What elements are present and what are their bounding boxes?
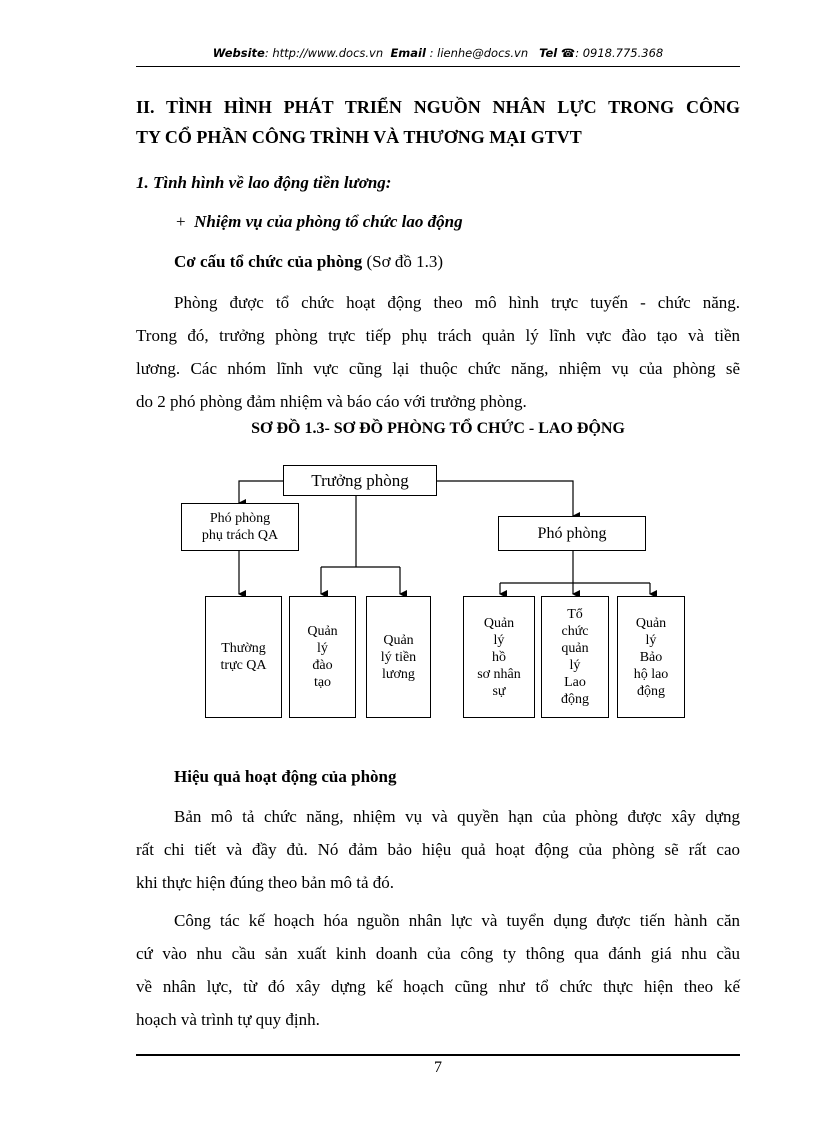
box-label: lý [645,632,657,648]
paragraph-3-line: cứ vào nhu cầu sản xuất kinh doanh của công ty thông qua đánh giá nhu cầu [136,944,740,963]
box-label: Quản [307,624,338,639]
footer-rule [136,1054,740,1056]
subheading: 1. Tình hình về lao động tiền lương: [136,173,392,192]
box-label: quản [561,641,589,656]
box-label: sơ nhân [477,666,521,682]
section-heading-line1: II. TÌNH HÌNH PHÁT TRIỂN NGUỒN NHÂN LỰC TRONG CÔNG [136,97,740,117]
paragraph-1-line: lương. Các nhóm lĩnh vực cũng lại thuộc chức năng, nhiệm vụ của phòng sẽ [136,359,740,378]
paragraph-3-line: về nhân lực, từ đó xây dựng kế hoạch cũng như tổ chức thực hiện theo kế [136,977,740,996]
paragraph-1 [136,286,740,418]
paragraph-1-line: Phòng được tổ chức hoạt động theo mô hình trực tuyến - chức năng. [174,293,740,312]
paragraph-2 [136,800,740,899]
deputy-box [498,516,646,551]
box-label: sự [492,683,506,699]
box-label: hộ lao [633,666,669,682]
header-rule [136,66,740,67]
website-url[interactable]: : http://www.docs.vn [264,46,384,60]
task-text: Nhiệm vụ của phòng tổ chức lao động [194,212,463,231]
qa-unit-box [205,596,282,718]
box-label: Phó phòng [209,511,271,526]
box-label: Thường [221,641,266,656]
box-label: chức [561,624,589,639]
box-label: lý [569,658,581,673]
paragraph-2-line: Bản mô tả chức năng, nhiệm vụ và quyền hạn của phòng được xây dựng [174,807,740,826]
hr-records-unit-box [463,596,535,718]
section-heading-line2: TY CỔ PHẦN CÔNG TRÌNH VÀ THƯƠNG MẠI GTVT [136,127,582,147]
deputy-qa-box [181,503,299,551]
box-label: động [636,683,665,699]
phone-icon: ☎ [560,46,576,60]
paragraph-3-line: hoạch và trình tự quy định. [136,1010,320,1029]
paragraph-1-line: do 2 phó phòng đảm nhiệm và báo cáo với trưởng phòng. [136,392,527,411]
structure-label: Cơ cấu tổ chức của phòng [174,252,363,271]
box-label: trực QA [220,658,267,673]
box-label: lương [382,666,415,682]
structure-ref: (Sơ đồ 1.3) [362,252,443,271]
box-label: Phó phòng [537,525,607,542]
box-label: Quản [483,615,515,631]
box-label: đào [312,658,333,673]
box-label: tạo [313,675,332,690]
box-label: Trưởng phòng [311,471,409,490]
paragraph-3-line: Công tác kế hoạch hóa nguồn nhân lực và tuyển dụng được tiến hành căn [174,911,740,930]
paragraph-3 [136,904,740,1036]
box-label: lý [493,632,505,648]
paragraph-1-line: Trong đó, trưởng phòng trực tiếp phụ trách quản lý lĩnh vực đào tạo và tiền [136,326,740,345]
box-label: phụ trách QA [201,528,279,543]
tel-number: : 0918.775.368 [575,46,664,60]
box-label: Tổ [567,607,583,622]
box-label: lý [317,641,328,656]
structure-line [174,251,778,273]
website-label: Website [212,46,265,60]
section-heading [136,92,740,152]
box-label: Quản [383,632,414,648]
box-label: Lao [564,675,586,690]
connector-head-to-deputy [437,481,573,516]
box-label: Quản [635,615,667,631]
task-bullet: + [176,212,186,231]
box-label: lý tiền [380,649,417,665]
head-of-department-box [283,465,437,496]
salary-unit-box [366,596,431,718]
labor-org-unit-box [541,596,609,718]
box-label: hồ [491,649,506,665]
labor-protection-unit-box [617,596,685,718]
diagram-caption: SƠ ĐỒ 1.3- SƠ ĐỒ PHÒNG TỔ CHỨC - LAO ĐỘNG [251,420,625,437]
box-label: Bảo [639,649,663,665]
page-number: 7 [434,1059,442,1076]
effectiveness-heading: Hiệu quả hoạt động của phòng [174,767,397,786]
page-header [136,46,740,60]
box-label: động [561,692,589,707]
email-address[interactable]: : lienhe@docs.vn [425,46,529,60]
email-label: Email [390,46,426,60]
tel-label: Tel [539,46,558,60]
training-unit-box [289,596,356,718]
task-line [176,211,780,233]
connector-head-to-deputy-qa [239,481,283,503]
paragraph-2-line: rất chi tiết và đầy đủ. Nó đảm bảo hiệu quả hoạt động của phòng sẽ rất cao [136,840,740,859]
paragraph-2-line: khi thực hiện đúng theo bản mô tả đó. [136,873,395,892]
